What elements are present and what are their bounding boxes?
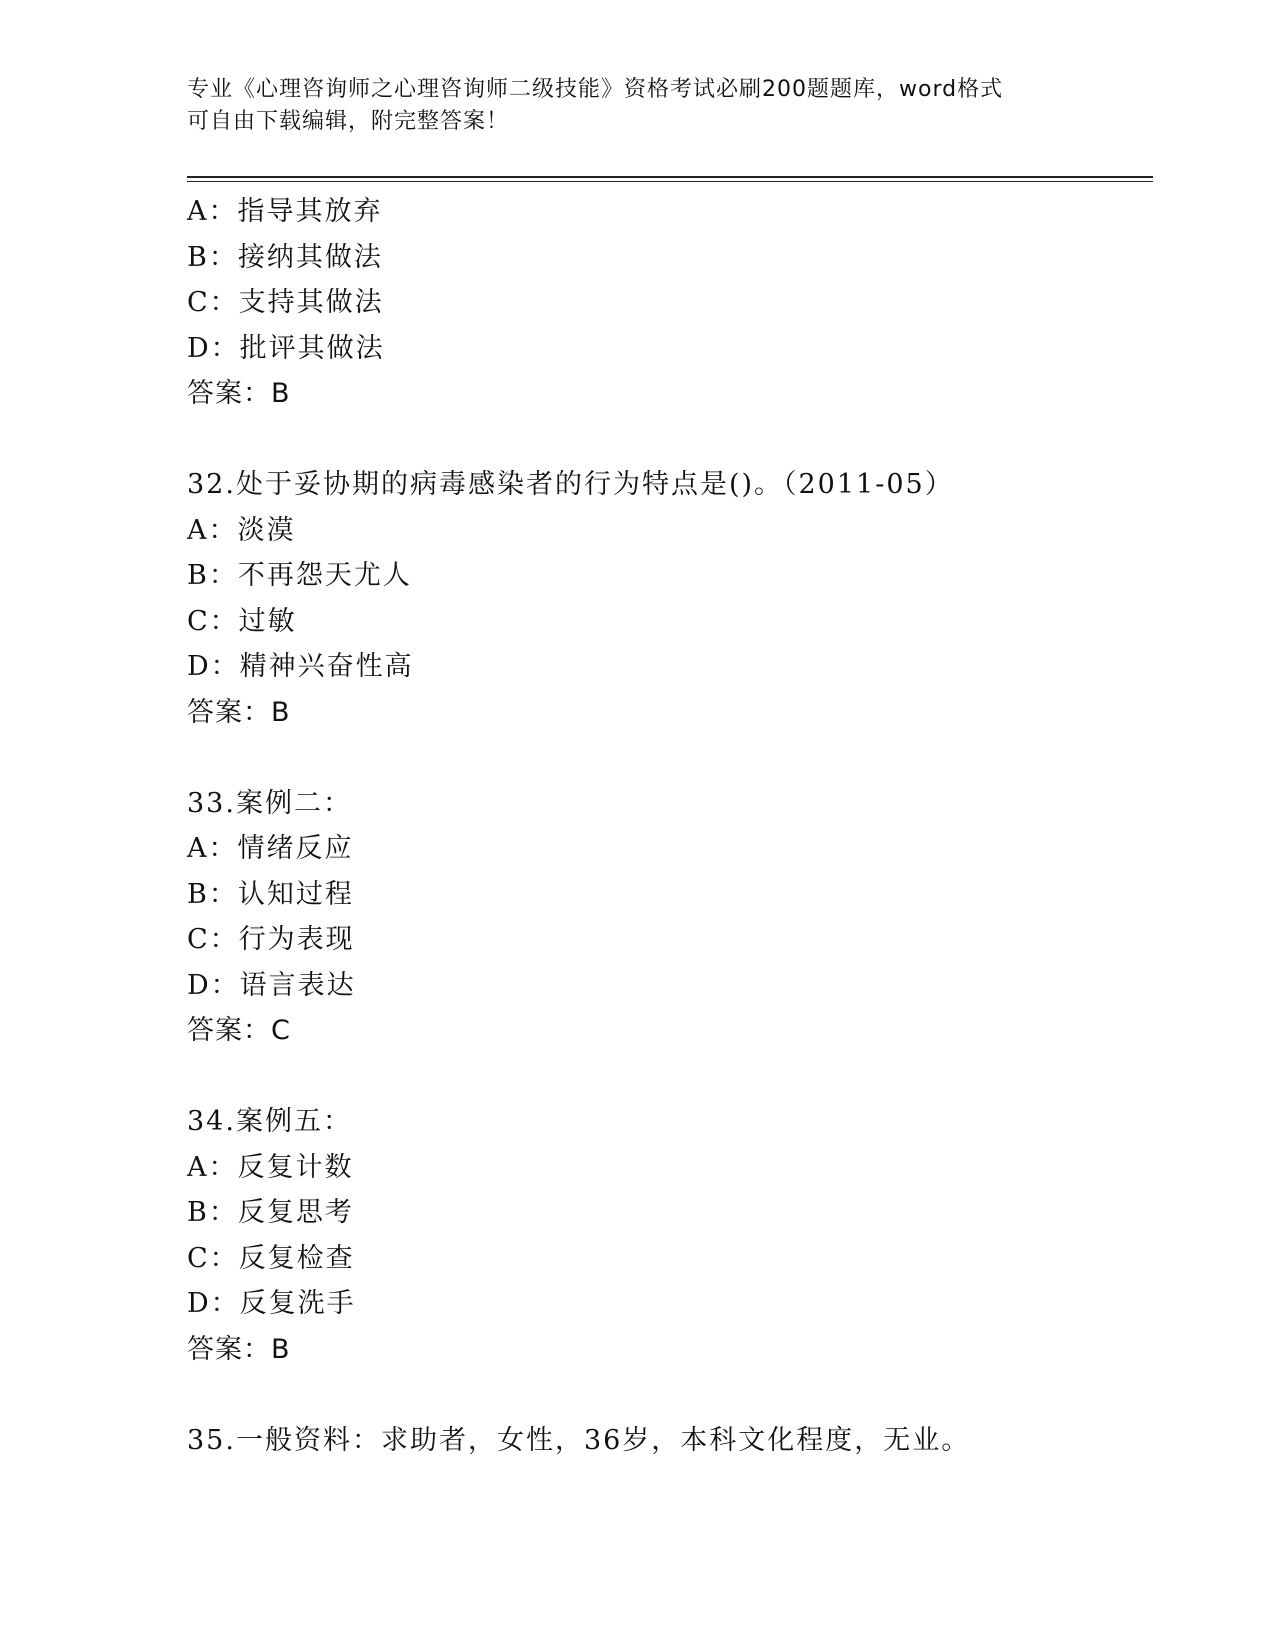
option-c: C：行为表现 — [187, 924, 355, 955]
header-rule-thick — [187, 176, 1153, 178]
spacer — [187, 1054, 1153, 1100]
header-line-1: 专业《心理咨询师之心理咨询师二级技能》资格考试必刷200题题库，word格式 — [187, 77, 1004, 102]
answer: 答案：C — [187, 1015, 291, 1046]
option-b: B：反复思考 — [187, 1197, 354, 1228]
question-34 — [187, 1099, 1153, 1372]
answer: 答案：B — [187, 1333, 291, 1365]
header-rule-thin — [187, 181, 1153, 182]
option-c: C：支持其做法 — [187, 287, 384, 318]
question-list — [187, 189, 1153, 1463]
question-32 — [187, 462, 1153, 735]
spacer — [187, 1372, 1153, 1418]
option-c: C：反复检查 — [187, 1242, 355, 1274]
option-a: A：情绪反应 — [187, 833, 354, 864]
option-d: D：批评其做法 — [187, 332, 385, 364]
spacer — [187, 735, 1153, 781]
question-stem: 34.案例五： — [187, 1106, 352, 1137]
option-d: D：语言表达 — [187, 969, 356, 1001]
option-b: B：不再怨天尤人 — [187, 560, 412, 591]
option-c: C：过敏 — [187, 605, 297, 637]
document-header — [187, 74, 1087, 138]
option-a: A：指导其放弃 — [187, 196, 383, 227]
header-line-2: 可自由下载编辑，附完整答案！ — [187, 109, 510, 134]
question-stem: 33.案例二： — [187, 787, 352, 819]
question-stem: 35.一般资料：求助者，女性，36岁，本科文化程度，无业。 — [187, 1424, 971, 1456]
option-a: A：淡漠 — [187, 514, 296, 546]
option-b: B：认知过程 — [187, 878, 354, 910]
question-31 — [187, 189, 1153, 417]
option-b: B：接纳其做法 — [187, 241, 383, 273]
option-d: D：反复洗手 — [187, 1288, 356, 1319]
question-stem: 32.处于妥协期的病毒感染者的行为特点是()。（2011-05） — [187, 469, 954, 500]
option-d: D：精神兴奋性高 — [187, 651, 414, 682]
answer: 答案：B — [187, 696, 291, 728]
question-35 — [187, 1418, 1153, 1464]
question-33 — [187, 781, 1153, 1054]
spacer — [187, 417, 1153, 463]
option-a: A：反复计数 — [187, 1151, 354, 1183]
answer: 答案：B — [187, 378, 291, 409]
